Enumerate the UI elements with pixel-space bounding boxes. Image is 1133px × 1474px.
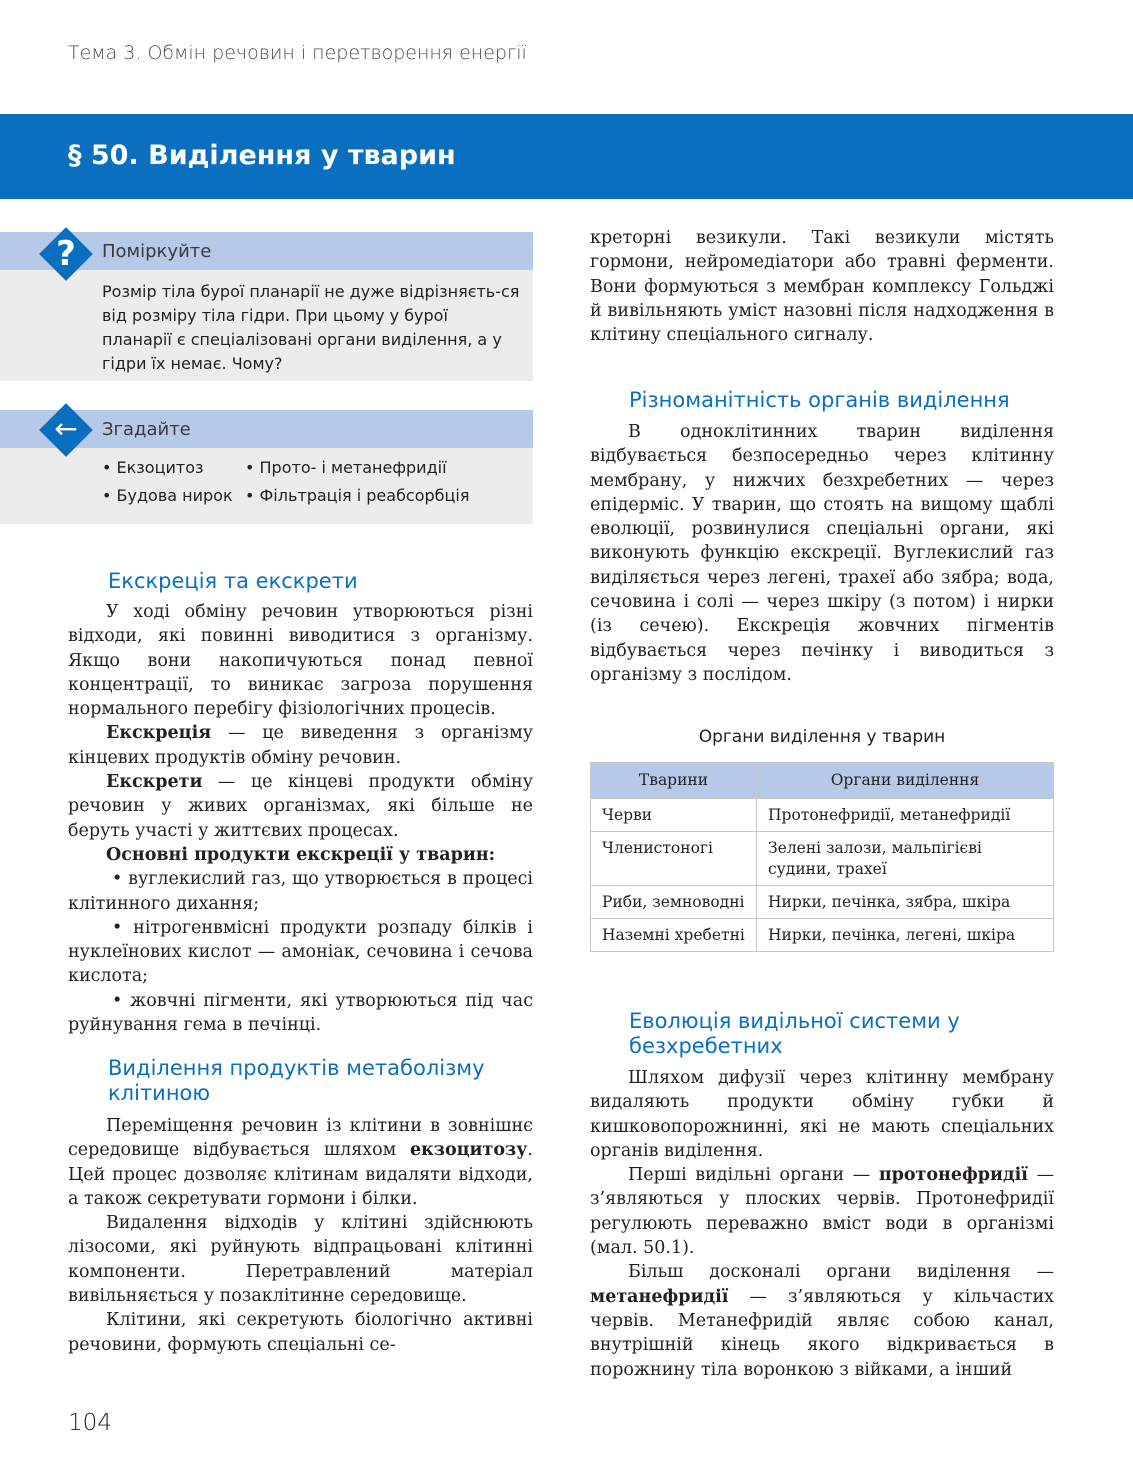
table-row xyxy=(591,919,1054,952)
table-header: Органи виділення xyxy=(757,763,1054,799)
page-number: 104 xyxy=(68,1410,112,1436)
table-row xyxy=(591,886,1054,919)
recall-box-label: Згадайте xyxy=(102,419,191,440)
recall-item: • Екзоцитоз xyxy=(102,458,204,477)
list-item: • вуглекислий газ, що утворюється в процесі клітинного дихання; xyxy=(68,869,533,914)
page-title: § 50. Виділення у тварин xyxy=(68,140,456,171)
section-heading-cell-excretion: Виділення продуктів метаболізму клітиною xyxy=(108,1056,485,1105)
term: протонефридії xyxy=(878,1165,1028,1186)
right-column-text-1 xyxy=(590,226,1054,347)
paragraph: Видалення відходів у клітині здійснюють лізосоми, які руйнують відпрацьовані клітинні компоненти. Перетравлений матеріал вивільняється у позаклітинне середовище. xyxy=(68,1213,533,1307)
right-column-text-2 xyxy=(590,420,1054,687)
recall-item: • Будова нирок xyxy=(102,486,233,505)
arrow-left-icon: ← xyxy=(54,412,78,445)
section-heading-excretion: Екскреція та екскрети xyxy=(108,569,358,593)
right-column-text-3 xyxy=(590,1066,1054,1382)
think-box-label: Поміркуйте xyxy=(102,241,212,262)
table-cell: Риби, земноводні xyxy=(591,886,757,919)
table-header: Тварини xyxy=(591,763,757,799)
paragraph: креторні везикули. Такі везикули містять гормони, нейромедіатори або травні ферменти. Вони формуються з мембран комплексу Гольджі й вивільняють уміст назовні після надходження в клітину спеціального сигналу. xyxy=(590,228,1054,346)
table-header-row xyxy=(591,763,1054,799)
think-box-text: Розмір тіла бурої планарії не дуже відрізняєть-ся від розміру тіла гідри. При цьому у бурої планарії є спеціалізовані органи виділення, а у гідри їх немає. Чому? xyxy=(102,282,520,373)
term: Екскреція xyxy=(106,723,212,744)
section-heading-diversity: Різноманітність органів виділення xyxy=(629,388,1010,412)
list-item: • нітрогенвмісні продукти розпаду білків і нуклеїнових кислот — амоніак, сечовина і сечова кислота; xyxy=(68,917,533,987)
table-cell: Протонефридії, метанефридії xyxy=(757,799,1054,832)
left-column-text-1 xyxy=(68,600,533,1037)
paragraph: В одноклітинних тварин виділення відбувається безпосередньо через клітинну мембрану, у нижчих безхребетних — через епідерміс. У тварин, що стоять на вищому щаблі еволюції, розвинулися спеціальні органи, які виконують функцію екскреції. Вуглекислий газ виділяється через легені, трахеї або зябра; вода, сечовина і солі — через шкіру (з потом) і нирки (із сечею). Екскреція жовчних пігментів відбувається через печінку і виводиться з організму з послідом. xyxy=(590,422,1054,685)
running-header: Тема 3. Обмін речовин і перетворення енергії xyxy=(68,42,527,64)
paragraph: Клітини, які секретують біологічно активні речовини, формують спеціальні се- xyxy=(68,1310,533,1355)
paragraph xyxy=(68,843,533,867)
excretory-organs-table xyxy=(590,762,1054,952)
term: екзоцитозу xyxy=(410,1140,528,1161)
table-cell: Черви xyxy=(591,799,757,832)
recall-item: • Фільтрація і реабсорбція xyxy=(245,486,470,505)
term: Основні продукти екскреції у тварин: xyxy=(106,844,496,865)
table-cell: Наземні хребетні xyxy=(591,919,757,952)
title-band xyxy=(0,114,1133,199)
table-caption: Органи виділення у тварин xyxy=(698,727,946,747)
recall-item: • Прото- і метанефридії xyxy=(245,458,447,477)
paragraph: У ході обміну речовин утворюються різні відходи, які повинні виводитися з організму. Якщо вони накопичуються понад певної концентрації, то виникає загроза порушення нормального перебігу фізіологічних процесів. xyxy=(68,602,533,720)
paragraph: Перші видільні органи — протонефридії — з’являються у плоских червів. Протонефридії регулюють переважно вміст води в організмі (мал. 50.1). xyxy=(590,1165,1054,1259)
paragraph: Переміщення речовин із клітини в зовнішнє середовище відбувається шляхом екзоцитозу. Цей процес дозволяє клітинам видаляти відходи, а також секретувати гормони і білки. xyxy=(68,1116,533,1209)
table-cell: Зелені залози, мальпігієві судини, трахеї xyxy=(757,832,1054,886)
table-row xyxy=(591,799,1054,832)
question-icon: ? xyxy=(56,234,76,274)
paragraph: Шляхом дифузії через клітинну мембрану видаляють продукти обміну губки й кишковопорожнинні, які не мають спеціальних органів виділення. xyxy=(590,1068,1054,1161)
table-row xyxy=(591,832,1054,886)
left-column-text-2 xyxy=(68,1114,533,1357)
term: метанефридії xyxy=(590,1286,729,1307)
section-heading-evolution: Еволюція видільної системи у безхребетних xyxy=(629,1009,960,1058)
list-item: • жовчні пігменти, які утворюються під час руйнування гема в печінці. xyxy=(68,990,533,1036)
table-cell: Нирки, печінка, легені, шкіра xyxy=(757,919,1054,952)
table-cell: Нирки, печінка, зябра, шкіра xyxy=(757,886,1054,919)
table-cell: Членистоногі xyxy=(591,832,757,886)
paragraph: Екскреція — це виведення з організму кінцевих продуктів обміну речовин. xyxy=(68,723,533,768)
paragraph: Екскрети — це кінцеві продукти обміну речовин у живих організмах, які більше не беруть участі у життєвих процесах. xyxy=(68,772,533,841)
term: Екскрети xyxy=(106,772,203,793)
paragraph: Більш досконалі органи виділення — метанефридії — з’являються у кільчастих червів. Метанефридій являє собою канал, внутрішній кінець якого відкривається в порожнину тіла воронкою з війками, а інший xyxy=(590,1262,1054,1380)
